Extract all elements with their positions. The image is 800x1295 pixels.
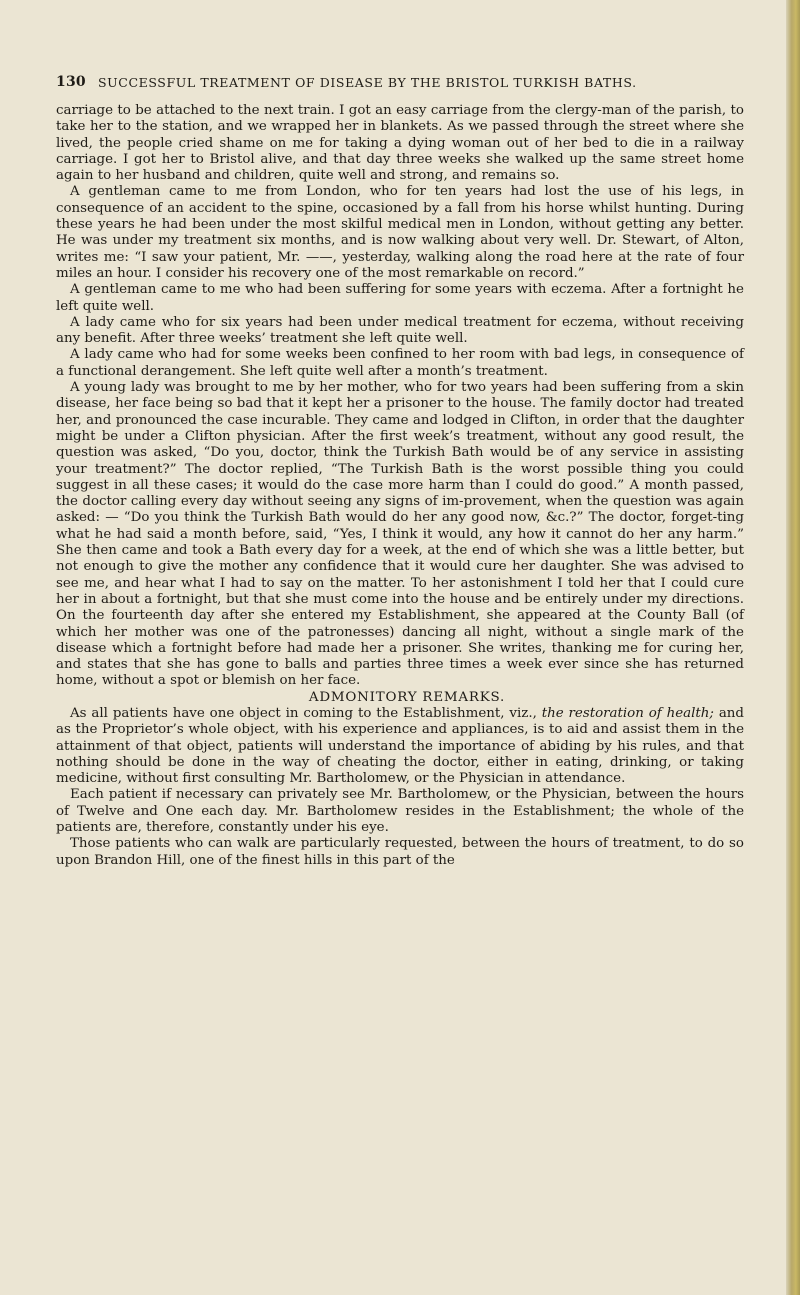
page-edge <box>786 0 800 1295</box>
section-heading: ADMONITORY REMARKS. <box>308 689 506 705</box>
page-header <box>56 74 744 94</box>
text-run: and as the Proprietor’s whole object, with his experience and appliances, is to aid and assist them in the attainment of that object, patients will understand the importance of abiding by his rules, and that nothing should be done in the way of cheating the doctor, either in eating, drinking, or taking medicine, without first consulting Mr. Bartholomew, or the Physician in attendance. <box>56 705 744 787</box>
paragraph <box>56 706 744 787</box>
running-title: SUCCESSFUL TREATMENT OF DISEASE BY THE BRISTOL TURKISH BATHS. <box>98 75 637 90</box>
paragraph: carriage to be attached to the next train. I got an easy carriage from the clergy-man of the parish, to take her to the station, and we wrapped her in blankets. As we passed through the street where she lived, the people cried shame on me for taking a dying woman out of her bed to die in a railway carriage. I got her to Bristol alive, and that day three weeks she walked up the same street home again to her husband and children, quite well and strong, and remains so. <box>56 103 744 184</box>
paragraph: Each patient if necessary can privately see Mr. Bartholomew, or the Physician, between the hours of Twelve and One each day. Mr. Bartholomew resides in the Establishment; the whole of the patients are, therefore, constantly under his eye. <box>56 787 744 836</box>
page-number: 130 <box>56 74 86 90</box>
page-body <box>56 103 744 869</box>
paragraph: A lady came who for six years had been under medical treatment for eczema, without receiving any benefit. After three weeks’ treatment she left quite well. <box>56 314 744 347</box>
italic-text: the restoration of health; <box>541 705 714 721</box>
paragraph: Those patients who can walk are particularly requested, between the hours of treatment, to do so upon Brandon Hill, one of the finest hills in this part of the <box>56 836 744 868</box>
paragraph: A young lady was brought to me by her mother, who for two years had been suffering from a skin disease, her face being so bad that it kept her a prisoner to the house. The family doctor had treated her, and pronounced the case incurable. They came and lodged in Clifton, in order that the daughter might be under a Clifton physician. After the first week’s treatment, without any good result, the question was asked, “Do you, doctor, think the Turkish Bath would be of any service in assisting your treatment?” The doctor replied, “The Turkish Bath is the worst possible thing you could suggest in all these cases; it would do the case more harm than I could do good.” A month passed, the doctor calling every day without seeing any signs of im-provement, when the question was again asked: — “Do you think the Turkish Bath would do her any good now, &c.?” The doctor, forget-ting what he had said a month before, said, “Yes, I think it would, any how it cannot do her any harm.” She then came and took a Bath every day for a week, at the end of which she was a little better, but not enough to give the mother any confidence that it would cure her daughter. She was advised to see me, and hear what I had to say on the matter. To her astonishment I told her that I could cure her in about a fortnight, but that she must come into the house and be entirely under my directions. On the fourteenth day after she entered my Establishment, she appeared at the County Ball (of which her mother was one of the patronesses) dancing all night, without a single mark of the disease which a fortnight before had made her a prisoner. She writes, thanking me for curing her, and states that she has gone to balls and parties three times a week ever since she has returned home, without a spot or blemish on her face. <box>56 380 744 689</box>
paragraph: A gentleman came to me who had been suffering for some years with eczema. After a fortnight he left quite well. <box>56 282 744 314</box>
text-run: As all patients have one object in coming to the Establishment, viz., <box>70 705 542 721</box>
paragraph: A gentleman came to me from London, who for ten years had lost the use of his legs, in consequence of an accident to the spine, occasioned by a fall from his horse whilst hunting. During these years he had been under the most skilful medical men in London, without getting any better. He was under my treatment six months, and is now walking about very well. Dr. Stewart, of Alton, writes me: “I saw your patient, Mr. ——, yesterday, walking along the road here at the rate of four miles an hour. I consider his recovery one of the most remarkable on record.” <box>56 184 744 281</box>
paragraph: A lady came who had for some weeks been confined to her room with bad legs, in consequence of a functional derangement. She left quite well after a month’s treatment. <box>56 347 744 379</box>
